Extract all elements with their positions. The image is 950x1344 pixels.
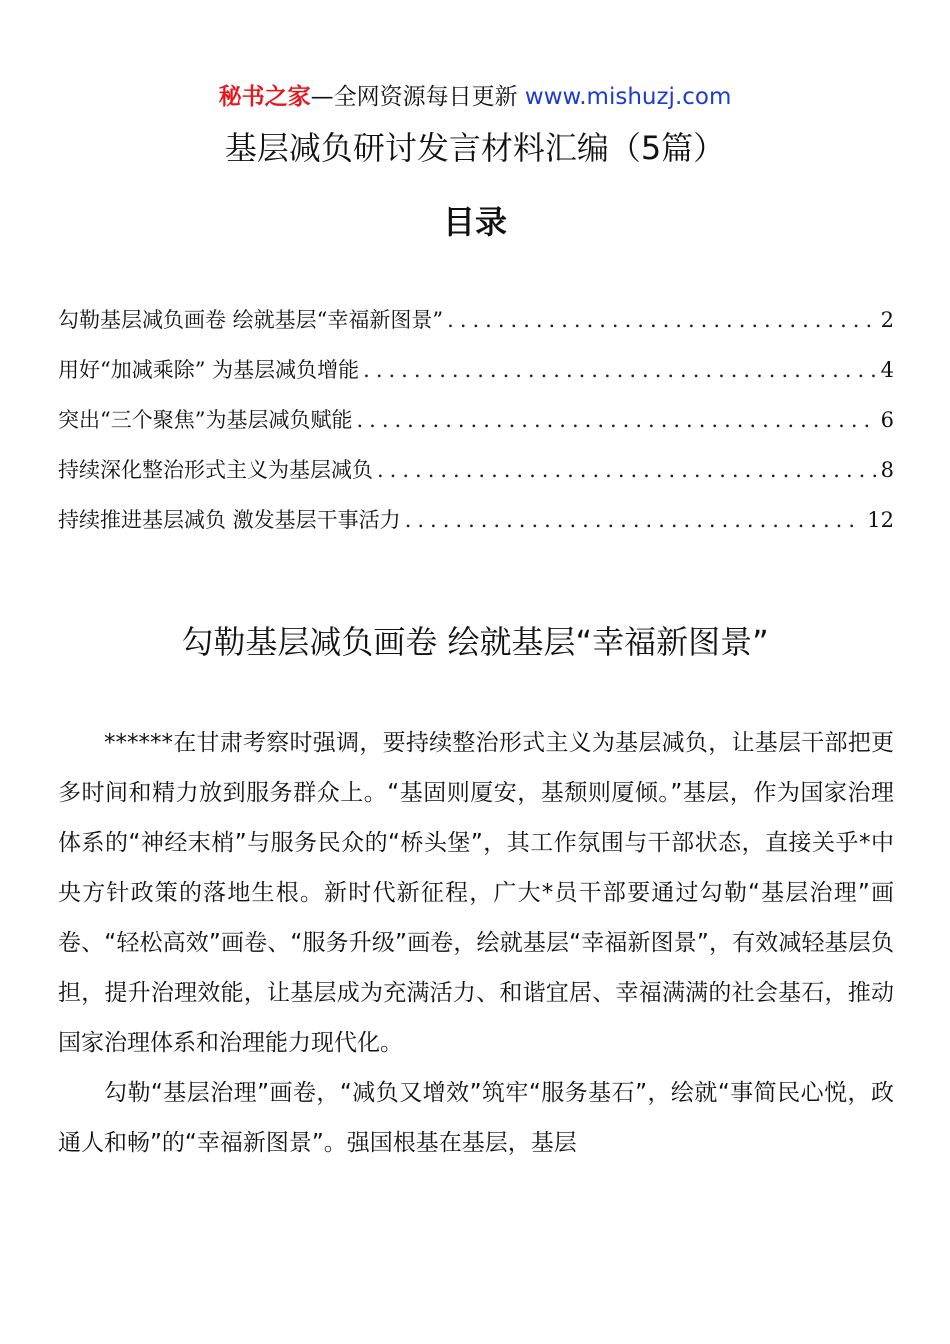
toc-leader-dots: [405, 502, 864, 538]
banner-url-link[interactable]: www.mishuzj.com: [524, 84, 732, 110]
toc-entry-3[interactable]: [58, 402, 894, 452]
toc-entry-label: 勾勒基层减负画卷 绘就基层“幸福新图景”: [58, 308, 444, 332]
section-body: [58, 718, 894, 1168]
site-banner: [0, 82, 950, 112]
toc-leader-dots: [356, 402, 876, 438]
section-title: 勾勒基层减负画卷 绘就基层“幸福新图景”: [181, 623, 769, 661]
toc-leader-dots: [447, 302, 876, 338]
toc-entry-4[interactable]: [58, 452, 894, 502]
toc-entry-label: 持续深化整治形式主义为基层减负: [58, 458, 373, 482]
toc-heading: 目录: [442, 203, 507, 241]
table-of-contents: [58, 302, 894, 552]
toc-leader-dots: [363, 352, 876, 388]
document-title: 基层减负研讨发言材料汇编（5篇）: [224, 129, 726, 167]
body-paragraph-1: ******在甘肃考察时强调，要持续整治形式主义为基层减负，让基层干部把更多时间和精力放到服务群众上。“基固则厦安，基颓则厦倾。”基层，作为国家治理体系的“神经末梢”与服务民众的“桥头堡”，其工作氛围与干部状态，直接关乎*中央方针政策的落地生根。新时代新征程，广大*员干部要通过勾勒“基层治理”画卷、“轻松高效”画卷、“服务升级”画卷，绘就基层“幸福新图景”，有效减轻基层负担，提升治理效能，让基层成为充满活力、和谐宜居、幸福满满的社会基石，推动国家治理体系和治理能力现代化。: [58, 730, 894, 1056]
toc-page-number: 6: [880, 408, 894, 432]
banner-brand: 秘书之家: [218, 84, 311, 110]
toc-entry-label: 用好“加减乘除” 为基层减负增能: [58, 358, 360, 382]
body-paragraph-2: 勾勒“基层治理”画卷，“减负又增效”筑牢“服务基石”，绘就“事简民心悦，政通人和畅”的“幸福新图景”。强国根基在基层，基层: [58, 1080, 894, 1156]
toc-page-number: 12: [867, 508, 894, 532]
toc-entry-5[interactable]: [58, 502, 894, 552]
toc-entry-label: 持续推进基层减负 激发基层干事活力: [58, 508, 401, 532]
toc-page-number: 4: [880, 358, 894, 382]
toc-entry-2[interactable]: [58, 352, 894, 402]
toc-page-number: 8: [880, 458, 894, 482]
toc-leader-dots: [377, 452, 877, 488]
toc-entry-1[interactable]: [58, 302, 894, 352]
banner-dash: —: [310, 84, 334, 110]
banner-text: 全网资源每日更新: [333, 84, 518, 110]
toc-page-number: 2: [880, 308, 894, 332]
toc-entry-label: 突出“三个聚焦”为基层减负赋能: [58, 408, 353, 432]
